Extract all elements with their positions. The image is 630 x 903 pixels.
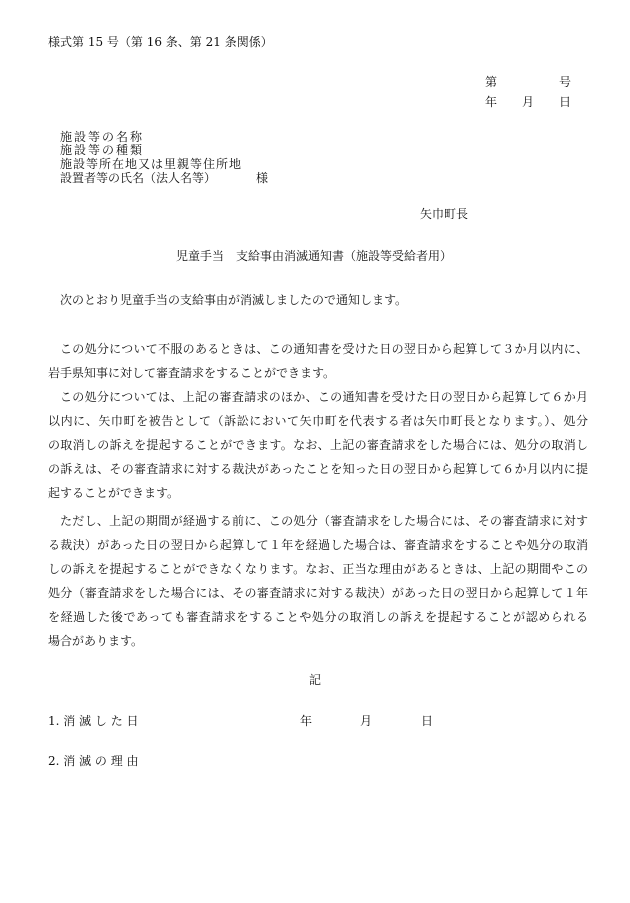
ki-marker: 記: [309, 673, 322, 687]
recipient-founder-name: 設置者等の氏名（法人名等）: [60, 171, 217, 185]
paragraph-line: しの訴えを提起することができなくなります。なお、正当な理由があるときは、上記の期間やこの: [48, 562, 588, 576]
appeal-paragraph-3: [48, 509, 588, 653]
doc-number-dai: 第: [485, 75, 498, 89]
paragraph-line: この処分については、上記の審査請求のほか、この通知書を受けた日の翌日から起算して６か月: [60, 390, 588, 404]
paragraph-line: 場合があります。: [48, 634, 144, 648]
recipient-facility-type: 施設等の種類: [60, 143, 145, 157]
item-1-month: 月: [360, 714, 373, 728]
item-1-label: 1. 消 滅 し た 日: [48, 714, 139, 728]
paragraph-line: ただし、上記の期間が経過する前に、この処分（審査請求をした場合には、その審査請求に対す: [60, 514, 588, 528]
doc-date-month: 月: [522, 95, 535, 109]
document-title: 児童手当 支給事由消滅通知書（施設等受給者用）: [176, 249, 453, 263]
item-1-day: 日: [421, 714, 434, 728]
intro-text: 次のとおり児童手当の支給事由が消滅しましたので通知します。: [60, 293, 408, 307]
recipient-honorific: 様: [256, 171, 269, 185]
paragraph-line: 処分（審査請求をした場合には、その審査請求に対する裁決）があった日の翌日から起算して１年: [48, 586, 588, 600]
paragraph-line: の取消しの訴えを提起することができます。なお、上記の審査請求をした場合には、処分の取消し: [48, 438, 588, 452]
appeal-paragraph-2: [48, 385, 588, 505]
paragraph-line: 岩手県知事に対して審査請求をすることができます。: [48, 366, 336, 380]
form-label: 様式第 15 号（第 16 条、第 21 条関係）: [48, 35, 273, 49]
item-1-year: 年: [300, 714, 313, 728]
paragraph-line: 起することができます。: [48, 486, 180, 500]
doc-date-year: 年: [485, 95, 498, 109]
doc-date-day: 日: [559, 95, 572, 109]
recipient-facility-name: 施設等の名称: [60, 130, 145, 144]
appeal-paragraph-1: [48, 337, 588, 385]
item-2-label: 2. 消 滅 の 理 由: [48, 754, 139, 768]
paragraph-line: の訴えは、その審査請求に対する裁決があったことを知った日の翌日から起算して６か月以内に提: [48, 462, 588, 476]
paragraph-line: 以内に、矢巾町を被告として（訴訟において矢巾町を代表する者は矢巾町長となります。）、処分: [48, 414, 588, 428]
sender-name: 矢巾町長: [420, 207, 469, 221]
paragraph-line: る裁決）があった日の翌日から起算して１年を経過した場合は、審査請求をすることや処分の取消: [48, 538, 588, 552]
paragraph-line: この処分について不服のあるときは、この通知書を受けた日の翌日から起算して３か月以内に、: [60, 342, 588, 356]
recipient-facility-address: 施設等所在地又は里親等住所地: [60, 157, 243, 171]
doc-number-go: 号: [559, 75, 572, 89]
paragraph-line: を経過した後であっても審査請求をすることや処分の取消しの訴えを提起することが認められる: [48, 610, 588, 624]
